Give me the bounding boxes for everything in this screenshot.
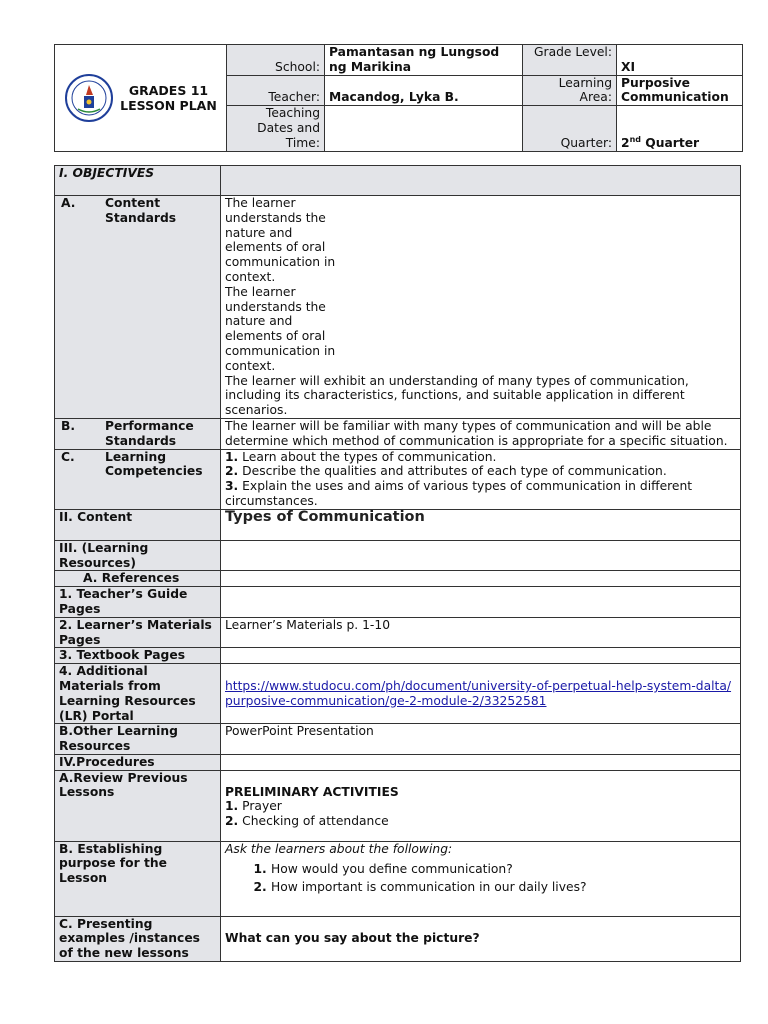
performance-standards-label: Performance Standards — [105, 418, 194, 448]
learners-materials-value: Learner’s Materials p. 1-10 — [221, 617, 741, 648]
objectives-heading-blank — [221, 166, 741, 196]
logo-title-cell — [55, 45, 227, 152]
content-standards-text2: The learner understands the nature and elements of oral communication in context. — [225, 284, 336, 373]
performance-standards-label-cell — [55, 418, 221, 449]
content-value: Types of Communication — [221, 509, 741, 540]
quarter-label: Quarter: — [523, 106, 617, 151]
content-standards-label: Content Standards — [105, 196, 177, 225]
teaching-dates-label: Teaching Dates and Time: — [227, 106, 325, 151]
additional-materials-value — [221, 664, 741, 724]
review-lessons-label: A.Review Previous Lessons — [55, 770, 221, 841]
competencies-label: Learning Competencies — [105, 449, 203, 479]
teachers-guide-label: 1. Teacher’s Guide Pages — [55, 587, 221, 618]
review-num: 2. — [225, 814, 239, 829]
purpose-questions-list — [225, 862, 736, 895]
quarter-suffix: nd — [629, 134, 641, 144]
content-standards-label-cell — [55, 196, 221, 419]
review-item — [225, 814, 736, 829]
content-standards-text1: The learner understands the nature and elements of oral communication in context. — [225, 196, 336, 284]
review-item — [225, 799, 736, 814]
purpose-intro: Ask the learners about the following: — [225, 841, 453, 856]
references-value — [221, 571, 741, 587]
review-lessons-value — [221, 770, 741, 841]
learning-area-label: Learning Area: — [523, 75, 617, 106]
content-standards-letter: A. — [61, 196, 76, 210]
textbook-pages-label: 3. Textbook Pages — [55, 648, 221, 664]
textbook-pages-value — [221, 648, 741, 664]
school-label: School: — [227, 45, 325, 76]
purpose-question: 2. How important is communication in our daily lives? — [271, 880, 736, 895]
review-text: Prayer — [242, 799, 282, 814]
grade-value: XI — [617, 45, 743, 76]
competencies-letter: C. — [61, 449, 75, 464]
learning-resources-label: III. (Learning Resources) — [55, 540, 221, 571]
competencies-value — [221, 449, 741, 509]
competency-num: 1. — [225, 449, 239, 464]
competency-item — [225, 479, 736, 509]
review-num: 1. — [225, 799, 239, 814]
competency-num: 3. — [225, 479, 239, 494]
learning-resources-value — [221, 540, 741, 571]
teachers-guide-value — [221, 587, 741, 618]
competencies-label-cell — [55, 449, 221, 509]
learning-area-value: Purposive Communication — [617, 75, 743, 106]
preliminary-activities-heading: PRELIMINARY ACTIVITIES — [225, 784, 399, 799]
performance-standards-letter: B. — [61, 418, 76, 433]
teacher-label: Teacher: — [227, 75, 325, 106]
quarter-value — [617, 106, 743, 151]
competency-text: Explain the uses and aims of various types of communication in different circumstances. — [225, 479, 693, 508]
learners-materials-label: 2. Learner’s Materials Pages — [55, 617, 221, 648]
presenting-examples-label: C. Presenting examples /instances of the new lessons — [55, 916, 221, 961]
grade-label: Grade Level: — [523, 45, 617, 76]
quarter-word: Quarter — [645, 135, 700, 150]
objectives-heading: I. OBJECTIVES — [55, 166, 221, 196]
procedures-value — [221, 754, 741, 770]
performance-standards-value: The learner will be familiar with many types of communication and will be able determine which method of communication is appropriate for a specific situation. — [221, 418, 741, 449]
other-resources-value: PowerPoint Presentation — [221, 724, 741, 755]
content-standards-value — [221, 196, 741, 419]
additional-materials-label: 4. Additional Materials from Learning Resources (LR) Portal — [55, 664, 221, 724]
competency-text: Learn about the types of communication. — [242, 449, 497, 464]
purpose-value — [221, 841, 741, 916]
presenting-examples-value: What can you say about the picture? — [221, 916, 741, 961]
competency-text: Describe the qualities and attributes of each type of communication. — [242, 464, 667, 479]
header-table — [54, 44, 743, 152]
teaching-dates-value — [325, 106, 523, 151]
competency-item — [225, 450, 736, 465]
competency-num: 2. — [225, 464, 239, 479]
content-standards-text3: The learner will exhibit an understanding of many types of communication, including its characteristics, functions, and suitable application in different scenarios. — [225, 373, 689, 418]
lesson-plan-table — [54, 165, 741, 962]
lr-portal-link[interactable]: https://www.studocu.com/ph/document/university-of-perpetual-help-system-dalta/purposive-communication/ge-2-module-2/33252581 — [225, 678, 732, 708]
quarter-number: 2 — [621, 135, 630, 150]
review-text: Checking of attendance — [242, 814, 389, 829]
procedures-label: IV.Procedures — [55, 754, 221, 770]
school-value: Pamantasan ng Lungsod ng Marikina — [325, 45, 523, 76]
other-resources-label: B.Other Learning Resources — [55, 724, 221, 755]
content-label: II. Content — [55, 509, 221, 540]
competency-item — [225, 464, 736, 479]
purpose-label: B. Establishing purpose for the Lesson — [55, 841, 221, 916]
purpose-question: 1. How would you define communication? — [271, 862, 736, 877]
deped-seal-icon — [64, 73, 114, 123]
teacher-value: Macandog, Lyka B. — [325, 75, 523, 106]
doc-title-line1: GRADES 11 — [128, 82, 209, 98]
references-label: A. References — [55, 571, 221, 587]
doc-title-line2: LESSON PLAN — [120, 97, 217, 113]
